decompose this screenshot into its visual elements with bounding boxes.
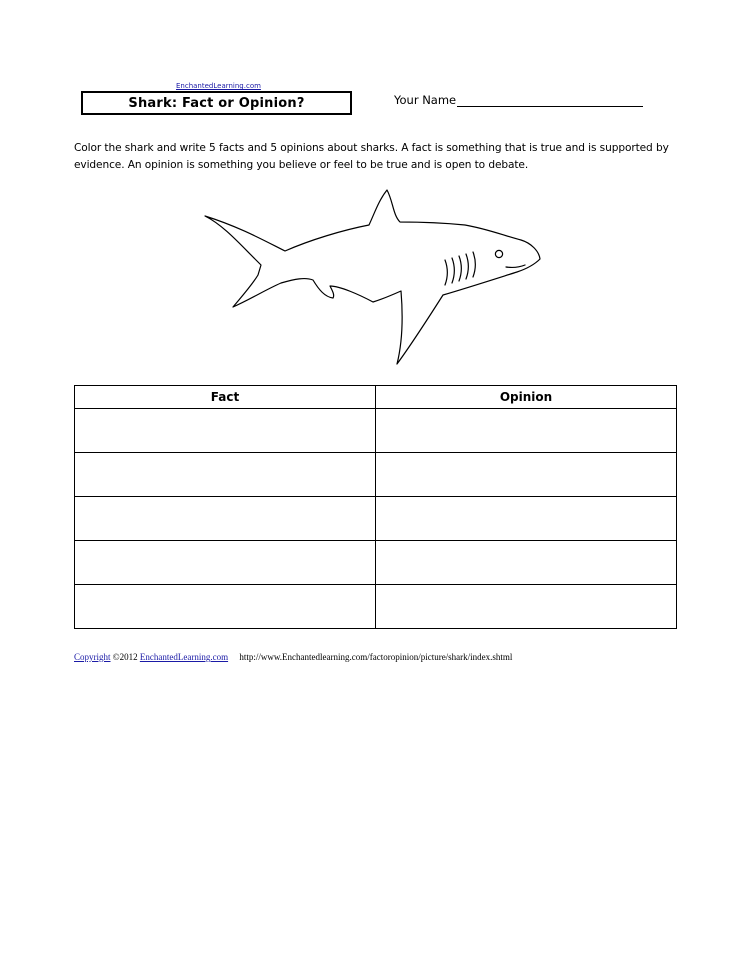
opinion-cell[interactable] <box>376 409 677 453</box>
page-title <box>81 91 352 115</box>
fact-opinion-table <box>74 385 677 629</box>
opinion-cell[interactable] <box>376 497 677 541</box>
fact-cell[interactable] <box>75 453 376 497</box>
fact-cell[interactable] <box>75 497 376 541</box>
instructions-text: Color the shark and write 5 facts and 5 opinions about sharks. A fact is something that is true and is supported by evidence. An opinion is something you believe or feel to be true and is open to debate. <box>74 142 669 171</box>
fact-cell[interactable] <box>75 541 376 585</box>
header-site-link[interactable]: EnchantedLearning.com <box>176 82 261 90</box>
shark-eye <box>495 250 502 257</box>
footer-site-link[interactable]: EnchantedLearning.com <box>139 652 229 662</box>
opinion-column-header: Opinion <box>376 386 677 409</box>
opinion-cell[interactable] <box>376 541 677 585</box>
footer <box>74 652 512 662</box>
shark-mouth <box>506 265 525 267</box>
shark-outline-illustration <box>195 185 555 370</box>
fact-cell[interactable] <box>75 585 376 629</box>
table-header-row <box>75 386 677 409</box>
name-label: Your Name <box>394 93 457 107</box>
table-row <box>75 497 677 541</box>
shark-body-outline <box>205 190 540 364</box>
opinion-cell[interactable] <box>376 585 677 629</box>
name-field <box>394 93 643 107</box>
opinion-cell[interactable] <box>376 453 677 497</box>
shark-gills <box>445 252 475 285</box>
copyright-link[interactable]: Copyright <box>74 652 111 662</box>
table-row <box>75 453 677 497</box>
footer-url: http://www.Enchantedlearning.com/factoropinion/picture/shark/index.shtml <box>239 652 513 662</box>
name-write-line[interactable] <box>457 94 643 107</box>
copyright-year: ©2012 <box>112 652 138 662</box>
page-title-text: Shark: Fact or Opinion? <box>128 95 305 111</box>
fact-cell[interactable] <box>75 409 376 453</box>
table-row <box>75 585 677 629</box>
fact-column-header: Fact <box>75 386 376 409</box>
table-row <box>75 541 677 585</box>
table-row <box>75 409 677 453</box>
